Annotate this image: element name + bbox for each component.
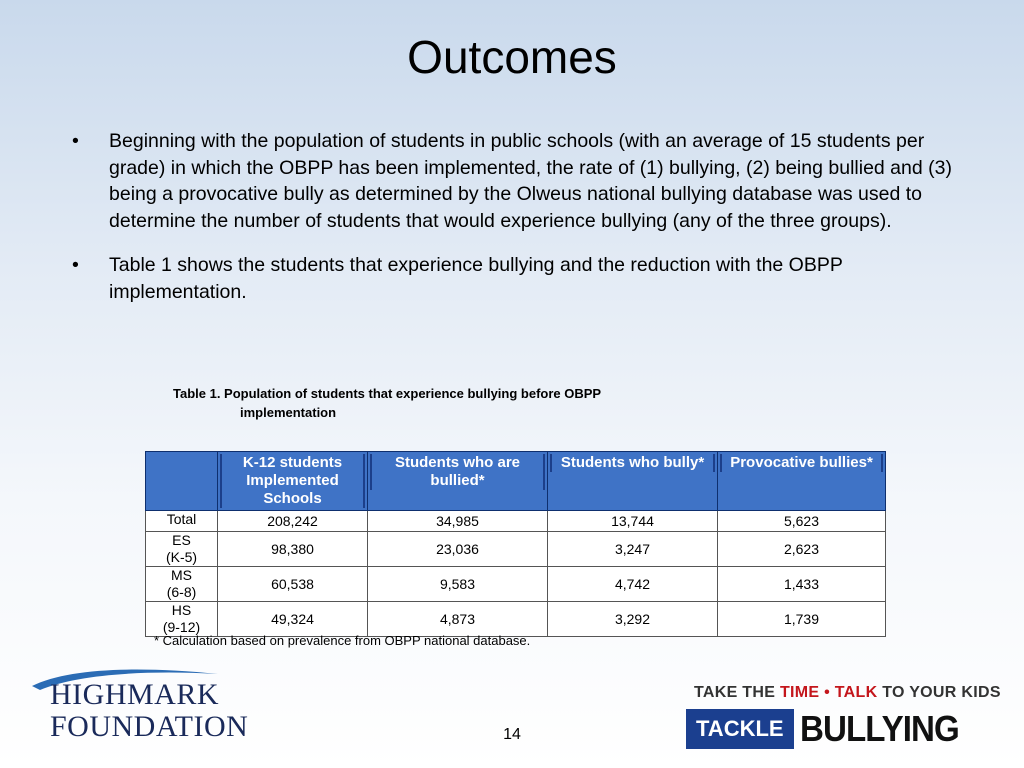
table-cell: 13,744 [548, 511, 718, 532]
foundation-text: FOUNDATION [50, 710, 249, 743]
table-cell: 208,242 [218, 511, 368, 532]
table-cell: 60,538 [218, 567, 368, 602]
highmark-text: HIGHMARK [50, 678, 219, 711]
table-cell: 4,742 [548, 567, 718, 602]
row-label: Total [146, 511, 218, 532]
table-row [146, 567, 886, 602]
tagline-time: TIME [779, 684, 820, 701]
table-cell: 3,247 [548, 532, 718, 567]
table-footnote: * Calculation based on prevalence from OBPP national database. [154, 633, 531, 648]
table-caption-line1: Table 1. Population of students that experience bullying before OBPP [173, 386, 602, 401]
table-header [548, 452, 718, 511]
bullet-symbol: • [72, 130, 79, 152]
header-text: Students who are bullied* [370, 454, 545, 490]
table-row [146, 532, 886, 567]
row-label-line2: (6-8) [166, 584, 197, 600]
row-label-line1: MS [171, 567, 192, 583]
bullet-text: Beginning with the population of students in public schools (with an average of 15 students per grade) in which the OBPP has been implemented, the rate of (1) bullying, (2) being bullied and (3) being a provocative bully as determined by the Olweus national bullying database was used to determine the number of students that would experience bullying (any of the three groups). [109, 130, 952, 232]
bullet-symbol: • [72, 254, 79, 276]
table-caption [173, 384, 733, 422]
table-cell: 1,433 [718, 567, 886, 602]
tagline-talk: TALK [834, 684, 878, 701]
bullet-item [72, 128, 952, 234]
table-cell: 9,583 [368, 567, 548, 602]
table-cell: 49,324 [218, 602, 368, 637]
header-text: Provocative bullies* [720, 454, 883, 472]
table-header [218, 452, 368, 511]
bullet-item [72, 252, 952, 305]
bullet-text: Table 1 shows the students that experience bullying and the reduction with the OBPP implementation. [109, 254, 843, 303]
row-label-line1: ES [172, 532, 191, 548]
row-label [146, 532, 218, 567]
table-cell: 4,873 [368, 602, 548, 637]
table-header [718, 452, 886, 511]
table-header-row [146, 452, 886, 511]
row-label-line1: HS [171, 602, 192, 618]
table-cell: 3,292 [548, 602, 718, 637]
row-label-line2: (K-5) [165, 549, 198, 565]
table-header-empty [146, 452, 218, 511]
campaign-tagline [694, 684, 1001, 702]
table-cell: 23,036 [368, 532, 548, 567]
table-row [146, 602, 886, 637]
table-cell: 34,985 [368, 511, 548, 532]
row-label-line2: (9-12) [162, 619, 201, 635]
row-label [146, 602, 218, 637]
table-row [146, 511, 886, 532]
tackle-bullying-logo [686, 707, 1006, 751]
table-header [368, 452, 548, 511]
outcomes-table [145, 451, 886, 637]
header-text: K-12 students Implemented Schools [220, 454, 365, 508]
table-cell: 2,623 [718, 532, 886, 567]
table-caption-line2: implementation [240, 405, 337, 420]
tagline-separator: • [819, 684, 835, 701]
slide-title: Outcomes [407, 31, 617, 83]
table-cell: 98,380 [218, 532, 368, 567]
tagline-part2: TO YOUR KIDS [877, 684, 1001, 701]
table-cell: 5,623 [718, 511, 886, 532]
header-text: Students who bully* [550, 454, 715, 472]
tackle-label: TACKLE [686, 709, 794, 749]
row-label [146, 567, 218, 602]
table-cell: 1,739 [718, 602, 886, 637]
tagline-part1: TAKE THE [694, 684, 780, 701]
bullying-label: BULLYING [799, 708, 959, 749]
page-number: 14 [503, 726, 521, 743]
bullet-list [72, 128, 952, 323]
